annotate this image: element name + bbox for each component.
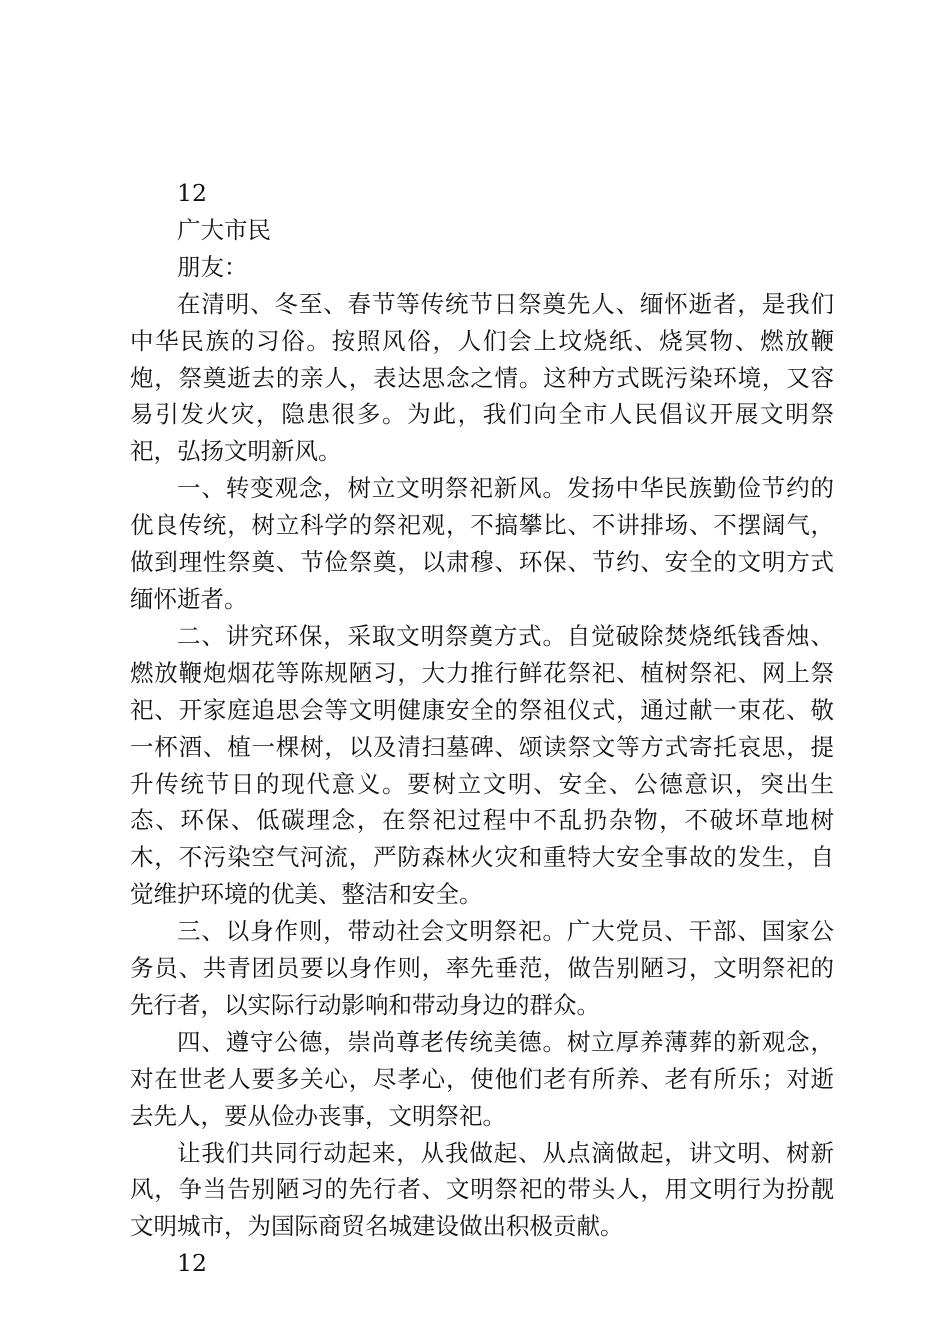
salutation-line-2: 朋友： [177, 252, 248, 281]
page-number-top: 12 [177, 179, 207, 207]
paragraph-intro: 在清明、冬至、春节等传统节日祭奠先人、缅怀逝者，是我们中华民族的习俗。按照风俗，人们会上坟烧纸、烧冥物、燃放鞭炮，祭奠逝去的亲人，表达思念之情。这种方式既污染环境，又容易引发火灾，隐患很多。为此，我们向全市人民倡议开展文明祭祀，弘扬文明新风。 [130, 289, 834, 466]
document-page [130, 175, 834, 1282]
paragraph-point-1: 一、转变观念，树立文明祭祀新风。发扬中华民族勤俭节约的优良传统，树立科学的祭祀观，不搞攀比、不讲排场、不摆阔气，做到理性祭奠、节俭祭奠，以肃穆、环保、节约、安全的文明方式缅怀逝者。 [130, 474, 834, 613]
paragraph-point-3: 三、以身作则，带动社会文明祭祀。广大党员、干部、国家公务员、共青团员要以身作则，率先垂范，做告别陋习，文明祭祀的先行者，以实际行动影响和带动身边的群众。 [130, 917, 834, 1019]
paragraph-point-4: 四、遵守公德，崇尚尊老传统美德。树立厚养薄葬的新观念，对在世老人要多关心，尽孝心，使他们老有所养、老有所乐；对逝去先人，要从俭办丧事，文明祭祀。 [130, 1027, 834, 1130]
paragraph-closing: 让我们共同行动起来，从我做起、从点滴做起，讲文明、树新风，争当告别陋习的先行者、文明祭祀的带头人，用文明行为扮靓文明城市，为国际商贸名城建设做出积极贡献。 [130, 1138, 834, 1241]
salutation-line-1: 广大市民 [177, 215, 271, 244]
page-number-bottom: 12 [177, 1249, 207, 1278]
paragraph-point-2: 二、讲究环保，采取文明祭奠方式。自觉破除焚烧纸钱香烛、燃放鞭炮烟花等陈规陋习，大力推行鲜花祭祀、植树祭祀、网上祭祀、开家庭追思会等文明健康安全的祭祖仪式，通过献一束花、敬一杯酒、植一棵树，以及清扫墓碑、颂读祭文等方式寄托哀思，提升传统节日的现代意义。要树立文明、安全、公德意识，突出生态、环保、低碳理念，在祭祀过程中不乱扔杂物，不破坏草地树木，不污染空气河流，严防森林火灾和重特大安全事故的发生，自觉维护环境的优美、整洁和安全。 [130, 621, 834, 909]
